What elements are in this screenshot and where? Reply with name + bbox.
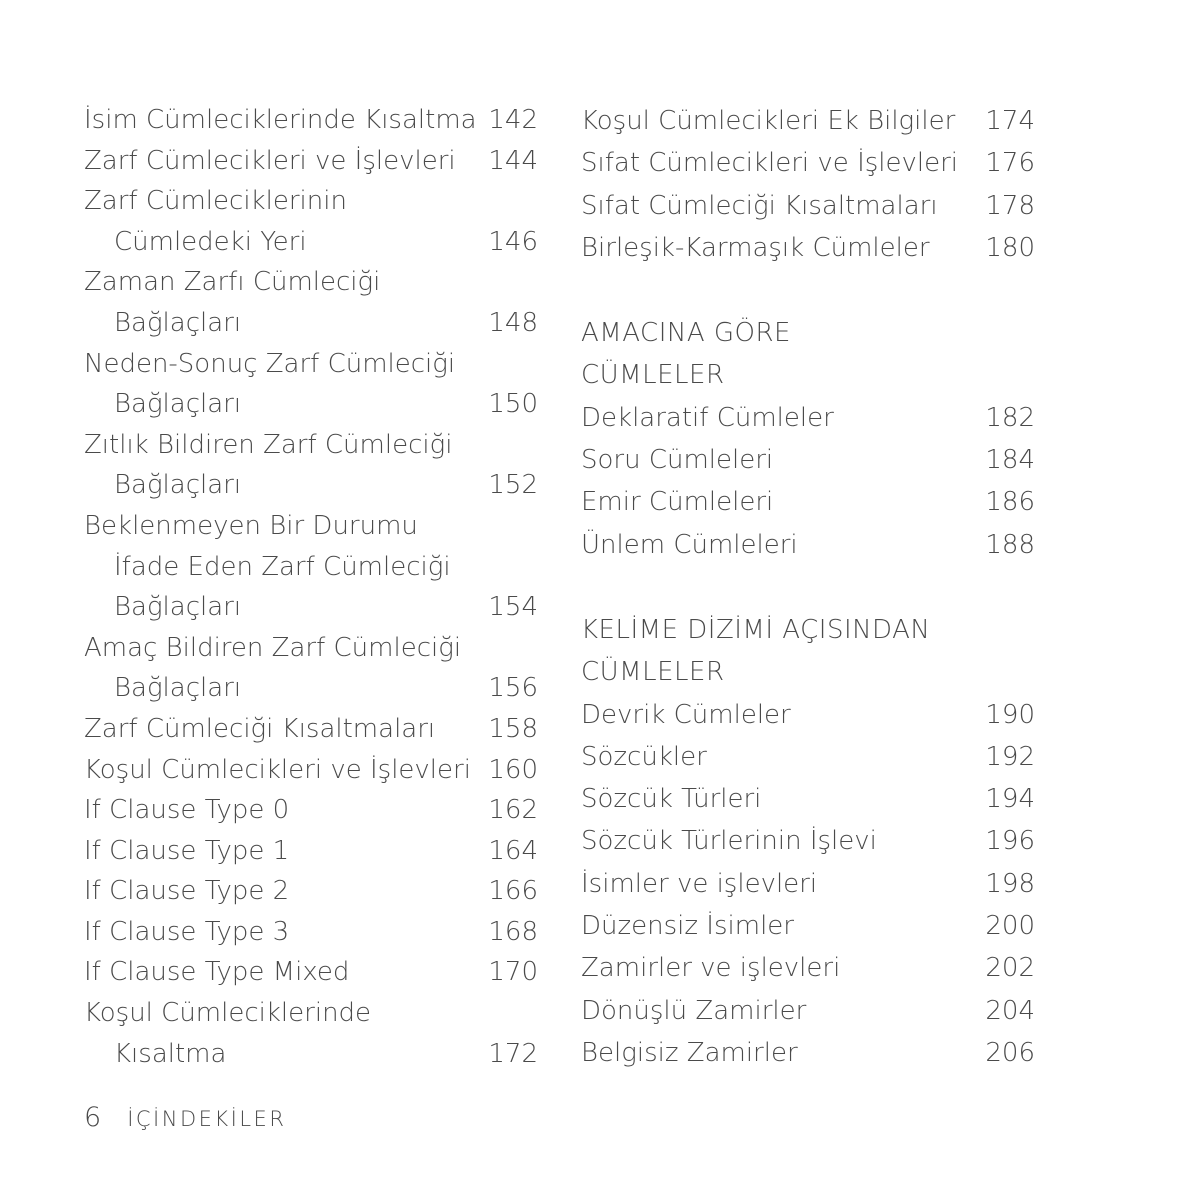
toc-entry-page: 168 (488, 916, 538, 947)
toc-entry-page: 180 (985, 232, 1035, 263)
toc-entry-page: 200 (985, 911, 1035, 942)
section-heading-text: KELİME DİZİMİ AÇISINDAN (581, 614, 931, 645)
toc-entry-title: Koşul Cümlecikleri ve İşlevleri (84, 754, 471, 785)
toc-entry-title: Sıfat Cümleciği Kısaltmaları (581, 190, 938, 221)
toc-entry-title: Belgisiz Zamirler (581, 1037, 798, 1068)
toc-entry-page: 188 (985, 529, 1035, 560)
toc-entry-page: 194 (985, 784, 1035, 815)
page-footer (84, 1098, 286, 1139)
toc-entry (581, 820, 1035, 862)
toc-right-column (581, 100, 1035, 1074)
toc-entry (581, 736, 1035, 778)
section-spacer (581, 269, 1035, 312)
toc-entry (84, 871, 538, 912)
toc-entry-page: 174 (985, 106, 1035, 136)
toc-entry (84, 181, 538, 222)
toc-entry (581, 397, 1035, 439)
toc-entry-title: İsimler ve işlevleri (581, 868, 818, 899)
toc-entry-title: Emir Cümleleri (581, 487, 774, 518)
toc-entry-page: 154 (488, 592, 538, 623)
toc-entry-page: 170 (488, 957, 538, 988)
toc-entry-title: Devrik Cümleler (581, 699, 791, 730)
toc-entry (581, 227, 1035, 269)
toc-entry-title: Sözcük Türlerinin İşlevi (581, 826, 877, 857)
toc-entry-page: 158 (488, 713, 538, 744)
toc-entry-title: Sözcükler (581, 741, 707, 772)
toc-entry-page: 190 (985, 699, 1035, 730)
toc-entry (84, 790, 538, 831)
section-heading-text: CÜMLELER (581, 657, 725, 688)
toc-entry-title: Kısaltma (114, 1038, 227, 1069)
toc-entry-title: If Clause Type 1 (84, 835, 290, 866)
toc-entry-page: 164 (488, 835, 538, 866)
toc-entry-page: 148 (488, 307, 538, 338)
toc-entry-page: 156 (488, 673, 538, 704)
toc-entry (84, 993, 538, 1034)
toc-entry-title: Sözcük Türleri (581, 784, 762, 815)
toc-entry-title: Bağlaçları (114, 673, 242, 704)
toc-entry-title: Bağlaçları (114, 470, 242, 501)
toc-entry (84, 344, 538, 385)
toc-entry-title: Birleşik-Karmaşık Cümleler (581, 232, 930, 263)
toc-entry-title: İsim Cümleciklerinde Kısaltma (84, 105, 477, 135)
page-number: 6 (84, 1102, 102, 1133)
toc-entry-title: İfade Eden Zarf Cümleciği (114, 551, 451, 582)
toc-entry (581, 142, 1035, 184)
toc-entry-page: 202 (985, 953, 1035, 984)
toc-entry (581, 481, 1035, 523)
toc-entry (84, 425, 538, 466)
toc-entry-page: 198 (985, 868, 1035, 899)
toc-entry-page: 176 (985, 148, 1035, 179)
toc-entry-title: Neden-Sonuç Zarf Cümleciği (84, 348, 456, 379)
toc-entry-page: 146 (488, 226, 538, 257)
toc-entry-title: Bağlaçları (114, 389, 242, 420)
toc-entry (581, 947, 1035, 989)
section-heading (581, 354, 1035, 396)
toc-entry-page: 206 (985, 1037, 1035, 1068)
toc-entry (84, 303, 538, 344)
toc-entry (581, 185, 1035, 227)
toc-entry-title: Zarf Cümleciği Kısaltmaları (84, 713, 436, 744)
toc-entry (581, 694, 1035, 736)
section-spacer (581, 566, 1035, 609)
toc-entry (84, 750, 538, 791)
toc-entry-title: Koşul Cümleciklerinde (84, 998, 372, 1029)
toc-entry-title: If Clause Type 2 (84, 876, 290, 907)
toc-entry-title: If Clause Type 3 (84, 916, 290, 947)
toc-entry-title: Bağlaçları (114, 307, 242, 338)
toc-entry-title: Zarf Cümlecikleri ve İşlevleri (84, 145, 456, 176)
toc-entry-title: Beklenmeyen Bir Durumu (84, 510, 418, 541)
toc-entry-title: Zarf Cümleciklerinin (84, 186, 347, 217)
toc-entry (84, 384, 538, 425)
toc-entry-page: 196 (985, 826, 1035, 857)
section-label: İÇİNDEKİLER (127, 1107, 287, 1131)
toc-entry (84, 465, 538, 506)
toc-entry (84, 222, 538, 263)
toc-entry-page: 184 (985, 445, 1035, 476)
toc-entry-title: If Clause Type 0 (84, 795, 290, 826)
toc-entry (84, 668, 538, 709)
toc-entry-page: 144 (488, 145, 538, 176)
toc-entry (84, 506, 538, 547)
toc-entry-title: Koşul Cümlecikleri Ek Bilgiler (581, 106, 956, 136)
toc-entry-page: 142 (488, 105, 538, 135)
section-heading-text: AMACINA GÖRE (581, 318, 791, 349)
toc-entry (84, 628, 538, 669)
toc-entry (581, 1032, 1035, 1074)
toc-entry-page: 162 (488, 795, 538, 826)
section-heading (581, 609, 1035, 651)
toc-entry-page: 204 (985, 995, 1035, 1026)
toc-entry (84, 1034, 538, 1075)
toc-entry (581, 778, 1035, 820)
toc-entry-title: Amaç Bildiren Zarf Cümleciği (84, 632, 462, 663)
toc-entry-page: 192 (985, 741, 1035, 772)
toc-entry (84, 587, 538, 628)
toc-entry (84, 709, 538, 750)
toc-entry (84, 141, 538, 182)
toc-entry (581, 100, 1035, 142)
toc-entry-page: 178 (985, 190, 1035, 221)
section-heading (581, 651, 1035, 693)
toc-entry (84, 831, 538, 872)
toc-entry (84, 262, 538, 303)
section-heading-text: CÜMLELER (581, 360, 725, 391)
toc-entry-page: 172 (488, 1038, 538, 1069)
toc-entry-page: 160 (488, 754, 538, 785)
toc-entry (84, 912, 538, 953)
toc-entry (84, 547, 538, 588)
toc-entry-title: Soru Cümleleri (581, 445, 774, 476)
toc-entry-title: Zıtlık Bildiren Zarf Cümleciği (84, 429, 453, 460)
toc-entry (581, 990, 1035, 1032)
toc-entry-title: Düzensiz İsimler (581, 911, 794, 942)
toc-entry-title: Dönüşlü Zamirler (581, 995, 807, 1026)
section-heading (581, 312, 1035, 354)
toc-entry (581, 905, 1035, 947)
toc-entry-title: Cümledeki Yeri (114, 226, 307, 257)
toc-entry-title: If Clause Type Mixed (84, 957, 350, 988)
toc-entry-title: Sıfat Cümlecikleri ve İşlevleri (581, 148, 959, 179)
toc-entry-page: 152 (488, 470, 538, 501)
toc-entry (581, 863, 1035, 905)
toc-entry-title: Deklaratif Cümleler (581, 402, 834, 433)
toc-entry-title: Zaman Zarfı Cümleciği (84, 267, 381, 298)
toc-entry-page: 186 (985, 487, 1035, 518)
toc-entry-title: Bağlaçları (114, 592, 242, 623)
toc-entry-title: Zamirler ve işlevleri (581, 953, 841, 984)
toc-entry (84, 952, 538, 993)
toc-entry (581, 439, 1035, 481)
toc-entry-page: 166 (488, 876, 538, 907)
toc-entry-page: 150 (488, 389, 538, 420)
toc-entry-title: Ünlem Cümleleri (581, 529, 798, 560)
toc-entry-page: 182 (985, 402, 1035, 433)
toc-left-column (84, 100, 538, 1074)
toc-entry (84, 100, 538, 141)
toc-entry (581, 524, 1035, 566)
